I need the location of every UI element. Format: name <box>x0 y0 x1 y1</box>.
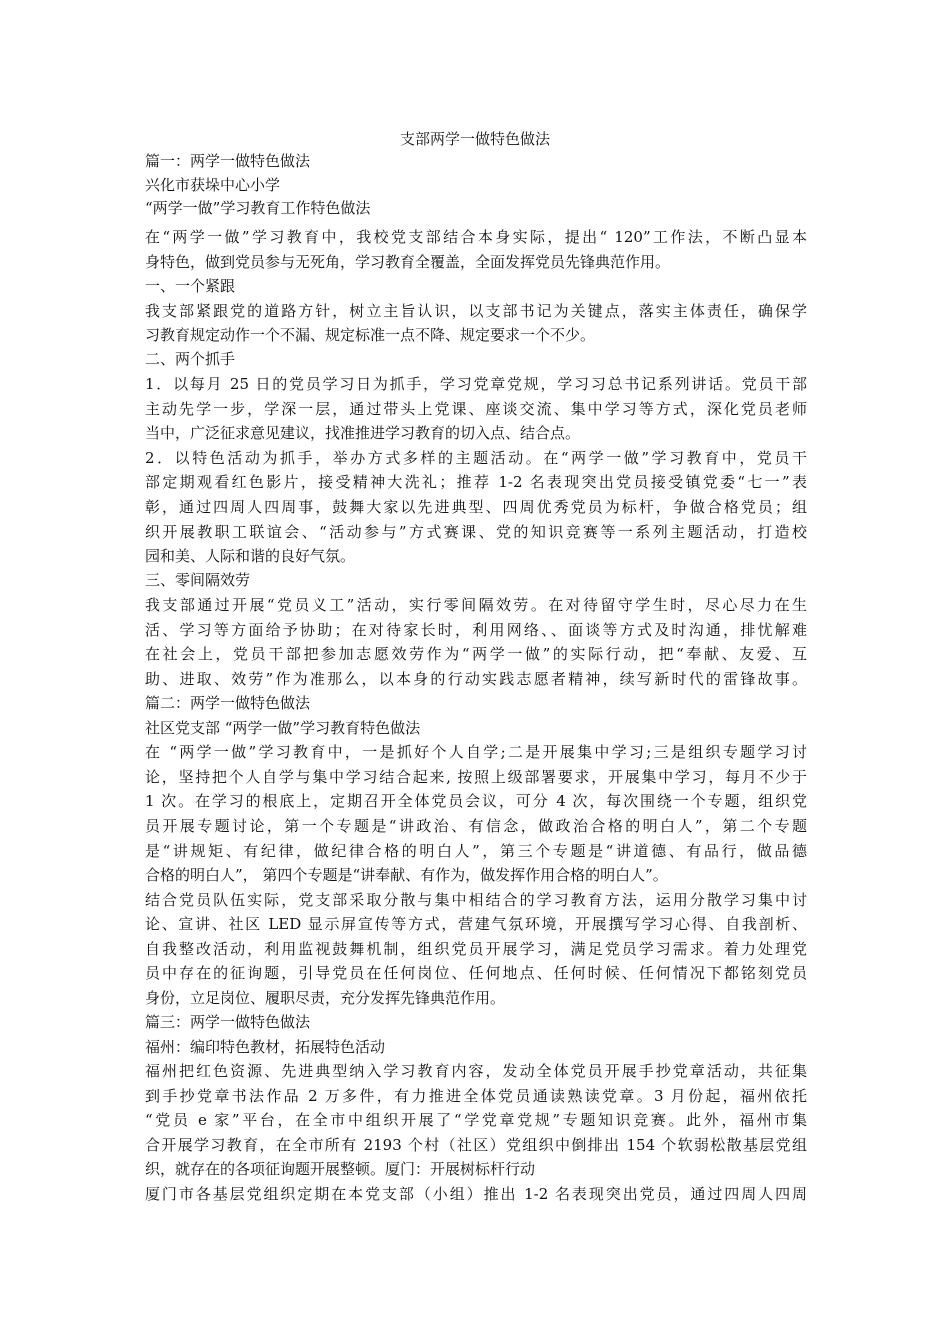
document-title: 支部两学一做特色做法 <box>399 130 550 148</box>
article-heading: 福州：编印特色教材，拓展特色活动 <box>145 1038 386 1056</box>
paragraph-line: 身份，立足岗位、履职尽责，充分发挥先锋典范作用。 <box>145 989 506 1007</box>
article-heading: “两学一做”学习教育工作特色做法 <box>145 199 371 217</box>
paragraph-line: “党员 e 家”平台，在全市中组织开展了“学党章党规”专题知识竞赛。此外，福州市集 <box>145 1111 807 1129</box>
paragraph-line: 1 次。在学习的根底上，定期召开全体党员会议，可分 4 次，每次围绕一个专题，组织党 <box>145 792 807 810</box>
section-heading-part-2: 篇二：两学一做特色做法 <box>145 694 311 712</box>
section-heading-part-1: 篇一：两学一做特色做法 <box>145 152 311 170</box>
paragraph-line: 彰，通过四周人四周事，鼓舞大家以先进典型、四周优秀党员为标杆，争做合格党员；组 <box>145 498 807 516</box>
paragraph-line: 福州把红色资源、先进典型纳入学习教育内容，发动全体党员开展手抄党章活动，共征集 <box>145 1062 807 1080</box>
paragraph-line: 园和美、人际和谐的良好气氛。 <box>145 547 356 565</box>
paragraph-line: 部定期观看红色影片，接受精神大洗礼；推荐 1-2 名表现突出党员接受镇党委“七一”表 <box>145 473 807 491</box>
paragraph-line: 在“两学一做”学习教育中，我校党支部结合本身实际，提出“ 120”工作法，不断凸显本 <box>145 228 807 246</box>
article-heading: 社区党支部 “两学一做”学习教育特色做法 <box>145 719 421 737</box>
paragraph-line: 习教育规定动作一个不漏、规定标准一点不降、规定要求一个不少。 <box>145 326 596 344</box>
paragraph-line: 在社会上，党员干部把参加志愿效劳作为“两学一做”的实际行动，把“奉献、友爱、互 <box>145 645 807 663</box>
paragraph-line: 织开展教职工联谊会、“活动参与”方式赛课、党的知识竞赛等一系列主题活动，打造校 <box>145 523 807 541</box>
paragraph-line: 合格的明白人”， 第四个专题是“讲奉献、有作为，做发挥作用合格的明白人”。 <box>145 866 668 884</box>
paragraph-line: 1．以每月 25 日的党员学习日为抓手，学习党章党规，学习习总书记系列讲话。党员干部 <box>145 375 807 393</box>
paragraph-line: 论、宣讲、社区 LED 显示屏宣传等方式，营建气氛环境，开展撰写学习心得、自我剖析、 <box>145 915 807 933</box>
paragraph-line: 织，就存在的各项征询题开展整顿。厦门：开展树标杆行动 <box>145 1160 536 1178</box>
paragraph-line: 我支部紧跟党的道路方针，树立主旨认识，以支部书记为关键点，落实主体责任，确保学 <box>145 302 807 320</box>
paragraph-line: 合开展学习教育，在全市所有 2193 个村（社区）党组织中倒排出 154 个软弱松散基层党组 <box>145 1136 807 1154</box>
subheading: 三、零间隔效劳 <box>145 571 251 589</box>
subheading: 二、两个抓手 <box>145 350 236 368</box>
paragraph-line: 我支部通过开展“党员义工”活动，实行零间隔效劳。在对待留守学生时，尽心尽力在生 <box>145 596 807 614</box>
paragraph-line: 自我整改活动，利用监视鼓舞机制，组织党员开展学习，满足党员学习需求。着力处理党 <box>145 940 807 958</box>
paragraph-line: 主动先学一步，学深一层，通过带头上党课、座谈交流、集中学习等方式，深化党员老师 <box>145 400 807 418</box>
paragraph-line: 结合党员队伍实际，党支部采取分散与集中相结合的学习教育方法，运用分散学习集中讨 <box>145 891 807 909</box>
paragraph-line: 2．以特色活动为抓手，举办方式多样的主题活动。在“两学一做”学习教育中，党员干 <box>145 449 807 467</box>
paragraph-line: 活、学习等方面给予协助；在对待家长时，利用网络、、面谈等方式及时沟通，排忧解难 <box>145 621 807 639</box>
paragraph-line: 当中，广泛征求意见建议，找准推进学习教育的切入点、结合点。 <box>145 424 581 442</box>
paragraph-line: 论，坚持把个人自学与集中学习结合起来, 按照上级部署要求，开展集中学习，每月不少于 <box>145 768 807 786</box>
paragraph-line: 员开展专题讨论，第一个专题是“讲政治、有信念，做政治合格的明白人”，第二个专题 <box>145 817 807 835</box>
paragraph-line: 到手抄党章书法作品 2 万多件，有力推进全体党员通读熟读党章。3 月份起，福州依托 <box>145 1087 807 1105</box>
section-heading-part-3: 篇三：两学一做特色做法 <box>145 1013 311 1031</box>
paragraph-line: 助、进取、效劳”作为准那么，以本身的行动实践志愿者精神，续写新时代的雷锋故事。 <box>145 670 807 688</box>
paragraph-line: 厦门市各基层党组织定期在本党支部（小组）推出 1-2 名表现突出党员，通过四周人四周 <box>145 1185 807 1203</box>
paragraph-line: 在 “两学一做”学习教育中，一是抓好个人自学;二是开展集中学习;三是组织专题学习讨 <box>145 743 807 761</box>
paragraph-line: 是“讲规矩、有纪律，做纪律合格的明白人”，第三个专题是“讲道德、有品行，做品德 <box>145 842 807 860</box>
paragraph-line: 身特色，做到党员参与无死角，学习教育全覆盖，全面发挥党员先锋典范作用。 <box>145 253 671 271</box>
school-name: 兴化市获垛中心小学 <box>145 176 281 194</box>
paragraph-line: 员中存在的征询题，引导党员在任何岗位、任何地点、任何时候、任何情况下都铭刻党员 <box>145 964 807 982</box>
subheading: 一、一个紧跟 <box>145 277 236 295</box>
